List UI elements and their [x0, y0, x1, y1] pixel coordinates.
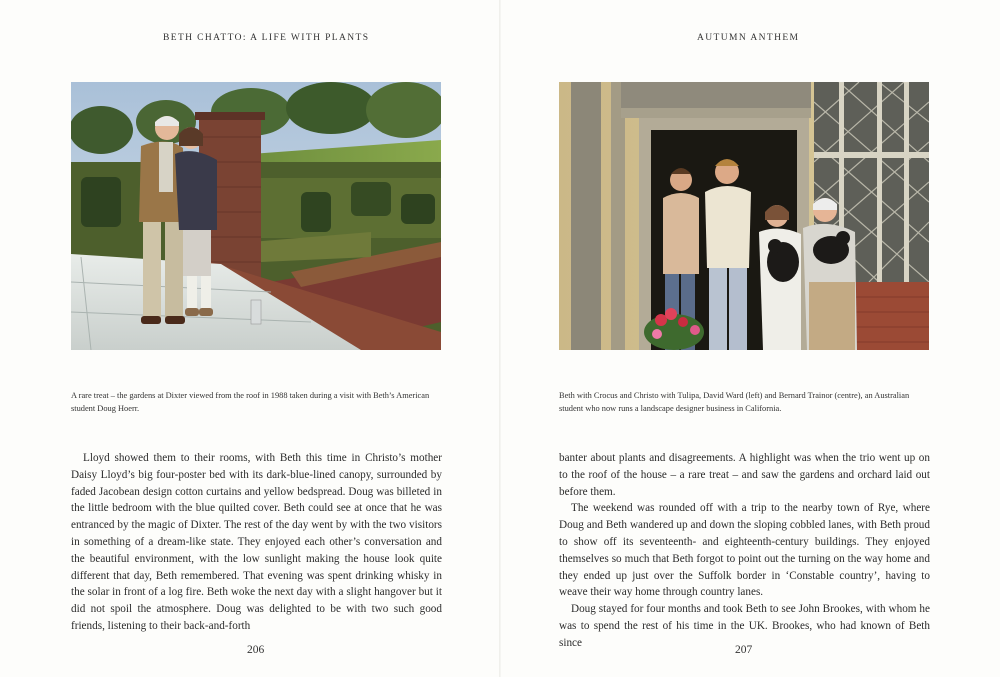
left-paragraph: Lloyd showed them to their rooms, with Beth this time in Christo’s mother Daisy Lloyd’s big four-poster bed with its dark-blue-lined canopy, surrounded by faded Jacobean design cotton curtains and yellow bedspread. Doug was billeted in the little bedroom with the blue quilted cover. Beth could see at once that he was entranced by the magic of Dixter. The rest of the day went by with the two visitors in something of a dream-like state. They enjoyed each other’s conversation and the beautiful environment, with the low sunlight making the house look quite different that day, Beth remembered. That evening was spent drinking whisky in the solar in front of a log fire. Beth woke the next day with a slight hangover but it did not spoil the atmosphere. Doug was delighted to be with two such good friends, listening to their back-and-forth	[71, 452, 442, 632]
right-running-head: AUTUMN ANTHEM	[697, 33, 800, 43]
roof-garden-photo	[71, 82, 441, 350]
doorway-group-illustration	[559, 82, 929, 350]
left-body-text	[71, 450, 442, 635]
roof-garden-illustration	[71, 82, 441, 350]
right-photo-caption: Beth with Crocus and Christo with Tulipa, David Ward (left) and Bernard Trainor (centre), an Australian student who now runs a landscape designer business in California.	[559, 391, 910, 413]
doorway-group-photo	[559, 82, 929, 350]
left-photo-caption: A rare treat – the gardens at Dixter viewed from the roof in 1988 taken during a visit with Beth’s American student Doug Hoerr.	[71, 391, 430, 413]
right-paragraph-2: The weekend was rounded off with a trip to the nearby town of Rye, where Doug and Beth wandered up and down the sloping cobbled lanes, with Beth proud to show off its seventeenth- and eighteenth-century buildings. They enjoyed themselves so much that Beth forgot to point out the turning on the way home and they ended up just over the Suffolk border in ‘Constable country’, having to weave their way home through country lanes.	[559, 502, 930, 599]
right-paragraph-3: Doug stayed for four months and took Beth to see John Brookes, with whom he was to spend the rest of his time in the UK. Brookes, who had known of Beth since	[559, 603, 930, 649]
right-body-text	[559, 450, 930, 652]
right-page	[500, 0, 1000, 677]
right-paragraph-1: banter about plants and disagreements. A highlight was when the trio went up on to the roof of the house – a rare treat – and saw the gardens and orchard laid out before them.	[559, 452, 930, 498]
right-page-number: 207	[735, 644, 753, 656]
left-running-head: BETH CHATTO: A LIFE WITH PLANTS	[163, 33, 370, 43]
left-page-number: 206	[247, 644, 265, 656]
